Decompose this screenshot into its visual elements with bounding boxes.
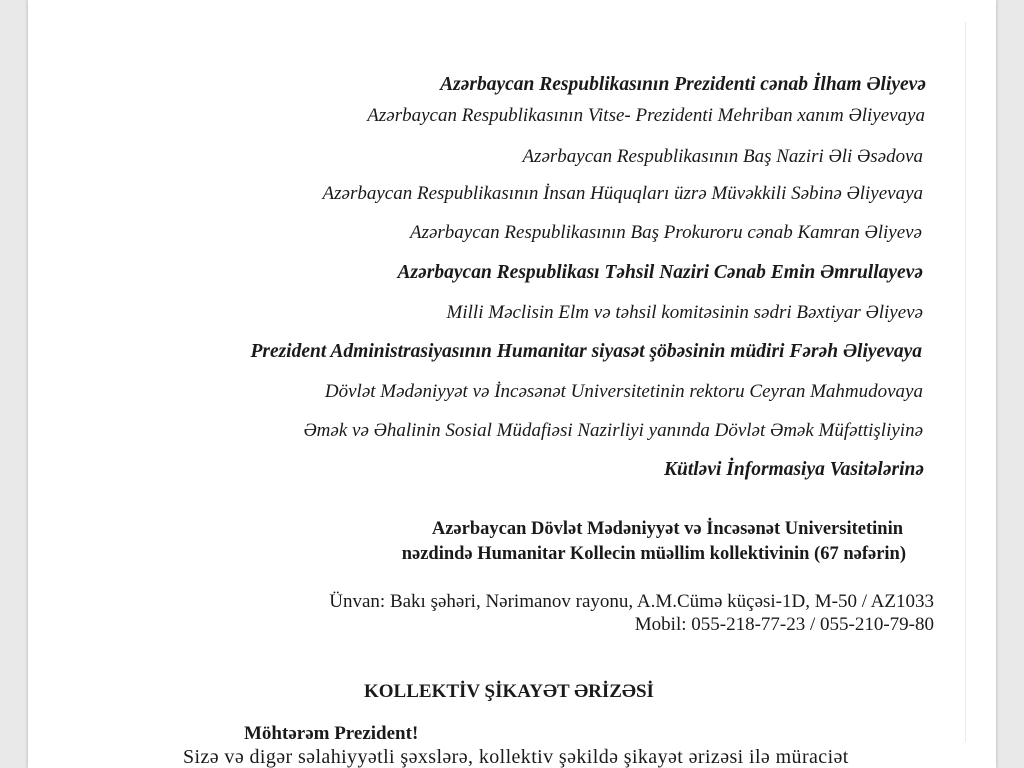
body-paragraph-start: Sizə və digər səlahiyyətli şəxslərə, kollektiv şəkildə şikayət ərizəsi ilə müraciət <box>183 746 849 768</box>
recipient-line: Milli Məclisin Elm və təhsil komitəsinin sədri Bəxtiyar Əliyevə <box>446 302 923 323</box>
sender-mobile: Mobil: 055-218-77-23 / 055-210-79-80 <box>634 614 934 635</box>
page-edge-line <box>965 22 966 742</box>
recipient-line: Azərbaycan Respublikasının Baş Naziri Əli Əsədova <box>522 146 923 167</box>
recipient-line: Əmək və Əhalinin Sosial Müdafiəsi Nazirliyi yanında Dövlət Əmək Müfəttişliyinə <box>303 420 923 441</box>
salutation: Möhtərəm Prezident! <box>244 723 419 744</box>
document-page <box>28 0 996 768</box>
recipient-line: Azərbaycan Respublikasının Baş Prokuroru cənab Kamran Əliyevə <box>409 222 922 243</box>
recipient-line: Azərbaycan Respublikasının Prezidenti cənab İlham Əliyevə <box>440 74 926 95</box>
recipient-line: Azərbaycan Respublikası Təhsil Naziri Cənab Emin Əmrullayevə <box>397 262 923 283</box>
recipient-line: Prezident Administrasiyasının Humanitar siyasət şöbəsinin müdiri Fərəh Əliyevaya <box>250 341 922 362</box>
recipient-line: Dövlət Mədəniyyət və İncəsənət Universitetinin rektoru Ceyran Mahmudovaya <box>324 381 923 402</box>
sender-address: Ünvan: Bakı şəhəri, Nərimanov rayonu, A.M.Cümə küçəsi-1D, M-50 / AZ1033 <box>329 591 934 612</box>
sender-line-1: Azərbaycan Dövlət Mədəniyyət və İncəsənət Universitetinin <box>431 519 903 539</box>
recipient-line: Azərbaycan Respublikasının Vitse- Prezidenti Mehriban xanım Əliyevaya <box>367 105 925 126</box>
recipient-line: Kütləvi İnformasiya Vasitələrinə <box>663 459 924 480</box>
sender-line-2: nəzdində Humanitar Kollecin müəllim kollektivinin (67 nəfərin) <box>401 544 906 564</box>
recipient-line: Azərbaycan Respublikasının İnsan Hüquqları üzrə Müvəkkili Səbinə Əliyevaya <box>322 183 923 204</box>
document-title: KOLLEKTİV ŞİKAYƏT ƏRİZƏSİ <box>364 681 654 702</box>
